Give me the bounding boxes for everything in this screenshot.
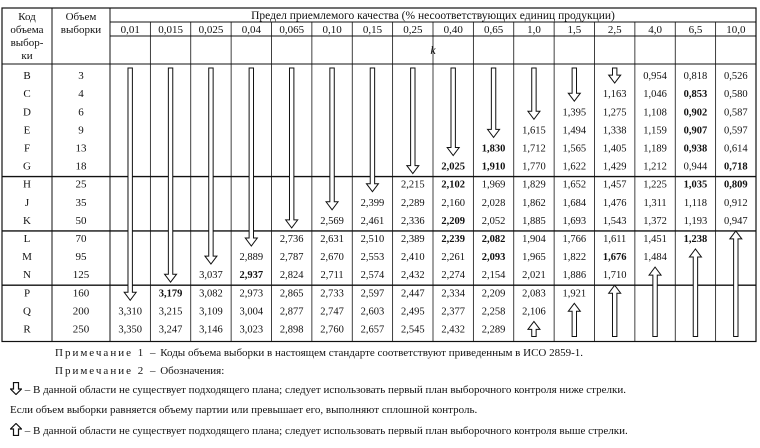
k-value: 2,603 bbox=[360, 306, 385, 318]
k-value: 1,484 bbox=[643, 252, 667, 264]
k-value: 0,614 bbox=[724, 143, 748, 155]
up-arrow bbox=[730, 231, 742, 337]
k-value: 1,684 bbox=[562, 197, 587, 209]
k-value: 2,973 bbox=[239, 288, 264, 300]
down-arrow bbox=[245, 68, 257, 246]
down-arrow bbox=[568, 68, 580, 101]
k-value: 1,338 bbox=[602, 125, 627, 137]
k-value: 1,770 bbox=[522, 161, 546, 173]
k-value: 2,510 bbox=[360, 233, 385, 245]
header-aql-title: Предел приемлемого качества (% несоответствующих единиц продукции) bbox=[251, 10, 615, 22]
up-arrow-icon bbox=[10, 423, 22, 436]
k-value: 2,028 bbox=[481, 197, 506, 209]
k-value: 2,631 bbox=[320, 233, 344, 245]
k-value: 2,021 bbox=[522, 270, 546, 282]
k-value: 2,889 bbox=[239, 252, 264, 264]
k-value: 1,622 bbox=[562, 161, 587, 173]
k-value: 1,108 bbox=[643, 107, 667, 119]
k-value: 2,432 bbox=[441, 324, 465, 336]
k-value: 2,824 bbox=[279, 270, 304, 282]
aql-level-label: 0,40 bbox=[443, 24, 463, 36]
k-value: 1,910 bbox=[481, 161, 506, 173]
sample-size-E: 9 bbox=[78, 124, 84, 137]
k-value: 3,023 bbox=[239, 324, 264, 336]
aql-level-label: 0,01 bbox=[120, 24, 140, 36]
k-value: 2,025 bbox=[441, 161, 465, 173]
up-arrow bbox=[689, 249, 701, 337]
sample-size-B: 3 bbox=[78, 70, 84, 83]
k-value: 2,569 bbox=[320, 215, 344, 227]
aql-level-label: 2,5 bbox=[607, 24, 622, 36]
sample-code-Q: Q bbox=[23, 305, 31, 318]
header-code-label: Код bbox=[18, 11, 36, 23]
k-value: 3,109 bbox=[199, 306, 223, 318]
k-value: 2,106 bbox=[522, 306, 546, 318]
down-arrow bbox=[366, 68, 378, 192]
k-value: 1,275 bbox=[602, 107, 627, 119]
down-arrow-icon bbox=[10, 382, 22, 395]
k-value: 2,657 bbox=[360, 324, 385, 336]
k-value: 2,052 bbox=[481, 215, 506, 227]
k-value: 1,395 bbox=[562, 107, 587, 119]
k-value: 3,179 bbox=[158, 288, 183, 300]
k-value: 2,215 bbox=[401, 179, 425, 191]
k-value: 0,587 bbox=[724, 107, 748, 119]
sample-rule-text: Если объем выборки равняется объему партии или превышает его, выполняют сплошной контроль. bbox=[10, 404, 478, 416]
k-value: 3,247 bbox=[158, 324, 183, 336]
aql-level-label: 4,0 bbox=[648, 24, 662, 36]
k-value: 2,747 bbox=[320, 306, 344, 318]
sample-code-E: E bbox=[23, 124, 31, 137]
k-value: 1,885 bbox=[522, 215, 546, 227]
header-code-label: объема bbox=[10, 24, 44, 36]
k-value: 1,311 bbox=[643, 197, 667, 209]
aql-level-label: 0,25 bbox=[403, 24, 423, 36]
sample-size-Q: 200 bbox=[72, 305, 90, 318]
k-value: 3,310 bbox=[118, 306, 142, 318]
sample-size-L: 70 bbox=[75, 232, 87, 245]
k-value: 1,046 bbox=[643, 89, 667, 101]
k-value: 0,526 bbox=[724, 71, 748, 83]
k-value: 1,676 bbox=[602, 252, 627, 264]
k-value: 1,611 bbox=[603, 233, 627, 245]
sample-size-G: 18 bbox=[75, 160, 87, 173]
k-value: 1,159 bbox=[643, 125, 667, 137]
k-value: 2,432 bbox=[401, 270, 425, 282]
k-value: 1,921 bbox=[562, 288, 587, 300]
k-value: 0,954 bbox=[643, 71, 667, 83]
aql-level-label: 0,10 bbox=[322, 24, 342, 36]
k-value: 1,212 bbox=[643, 161, 667, 173]
k-value: 1,193 bbox=[683, 215, 708, 227]
k-value: 3,004 bbox=[239, 306, 264, 318]
k-value: 2,399 bbox=[360, 197, 385, 209]
k-value: 2,377 bbox=[441, 306, 465, 318]
down-arrow bbox=[124, 68, 136, 300]
sample-size-J: 35 bbox=[75, 196, 87, 209]
legend-up-text: – В данной области не существует подходящего плана; следует использовать первый план выборочного контроля выше стрелки. bbox=[24, 425, 628, 437]
legend-up bbox=[10, 423, 760, 438]
k-value: 1,451 bbox=[643, 233, 667, 245]
k-value: 1,457 bbox=[602, 179, 627, 191]
down-arrow bbox=[447, 68, 459, 156]
down-arrow bbox=[286, 68, 298, 228]
sample-size-M: 95 bbox=[75, 251, 87, 264]
k-value: 2,733 bbox=[320, 288, 344, 300]
down-arrow bbox=[488, 68, 500, 137]
aql-level-label: 0,065 bbox=[279, 24, 305, 36]
k-value: 2,711 bbox=[320, 270, 344, 282]
down-arrow bbox=[528, 68, 540, 119]
k-value: 2,865 bbox=[279, 288, 304, 300]
k-value: 2,898 bbox=[279, 324, 304, 336]
k-value: 0,597 bbox=[724, 125, 748, 137]
k-value: 2,083 bbox=[522, 288, 546, 300]
up-arrow bbox=[568, 303, 580, 336]
k-value: 3,082 bbox=[199, 288, 223, 300]
sample-code-F: F bbox=[23, 142, 31, 155]
k-value: 2,334 bbox=[441, 288, 465, 300]
sample-code-R: R bbox=[23, 323, 31, 336]
sample-code-M: M bbox=[22, 251, 32, 264]
k-value: 1,405 bbox=[602, 143, 627, 155]
aql-level-label: 6,5 bbox=[688, 24, 703, 36]
k-value: 2,209 bbox=[481, 288, 506, 300]
k-value: 2,736 bbox=[279, 233, 304, 245]
k-value: 1,652 bbox=[562, 179, 587, 191]
k-value: 2,160 bbox=[441, 197, 465, 209]
k-value: 0,818 bbox=[683, 71, 708, 83]
note-1-prefix: Примечание 1 – bbox=[55, 347, 158, 359]
down-arrow bbox=[326, 68, 338, 210]
header-k-label: k bbox=[430, 43, 436, 57]
k-value: 3,146 bbox=[199, 324, 223, 336]
k-value: 2,447 bbox=[401, 288, 425, 300]
k-value: 2,760 bbox=[320, 324, 344, 336]
k-value: 2,937 bbox=[239, 270, 264, 282]
k-value: 1,766 bbox=[562, 233, 587, 245]
down-arrow bbox=[205, 68, 217, 264]
k-value: 2,597 bbox=[360, 288, 385, 300]
sample-size-C: 4 bbox=[78, 88, 84, 101]
k-value: 2,389 bbox=[401, 233, 425, 245]
k-value: 2,102 bbox=[441, 179, 465, 191]
aql-level-label: 1,5 bbox=[567, 24, 582, 36]
k-value: 1,035 bbox=[683, 179, 708, 191]
k-value: 3,215 bbox=[158, 306, 183, 318]
k-value: 1,163 bbox=[602, 89, 627, 101]
legend-down-text: – В данной области не существует подходящего плана; следует использовать первый план выборочного контроля ниже стрелки. bbox=[24, 384, 626, 396]
k-value: 1,830 bbox=[481, 143, 506, 155]
aql-level-label: 10,0 bbox=[726, 24, 746, 36]
header-code-label: ки bbox=[21, 50, 33, 62]
up-arrow bbox=[528, 321, 540, 336]
sample-code-K: K bbox=[23, 214, 31, 227]
aql-level-label: 0,65 bbox=[483, 24, 504, 36]
k-value: 2,261 bbox=[441, 252, 465, 264]
k-value: 2,239 bbox=[441, 233, 465, 245]
sample-code-L: L bbox=[23, 232, 31, 245]
k-value: 1,862 bbox=[522, 197, 546, 209]
k-value: 1,225 bbox=[643, 179, 667, 191]
down-arrow bbox=[407, 68, 419, 174]
k-value: 2,209 bbox=[441, 215, 465, 227]
k-value: 1,543 bbox=[602, 215, 627, 227]
k-value: 0,853 bbox=[683, 89, 708, 101]
k-value: 1,710 bbox=[602, 270, 627, 282]
k-value: 2,495 bbox=[401, 306, 425, 318]
k-value: 2,670 bbox=[320, 252, 344, 264]
k-value: 1,565 bbox=[562, 143, 587, 155]
k-value: 1,189 bbox=[643, 143, 667, 155]
sample-size-R: 250 bbox=[72, 323, 90, 336]
sample-code-J: J bbox=[24, 196, 30, 209]
note-1 bbox=[55, 346, 760, 360]
header-code-label: выбор- bbox=[10, 37, 44, 49]
legend-down bbox=[10, 382, 760, 397]
k-value: 2,545 bbox=[401, 324, 425, 336]
sample-code-G: G bbox=[23, 160, 31, 173]
k-value: 2,258 bbox=[481, 306, 506, 318]
k-value: 1,886 bbox=[562, 270, 587, 282]
k-value: 0,912 bbox=[724, 197, 748, 209]
k-value: 0,718 bbox=[724, 161, 748, 173]
note-2 bbox=[55, 364, 760, 378]
k-value: 3,037 bbox=[199, 270, 223, 282]
sample-size-P: 160 bbox=[72, 287, 90, 300]
aql-level-label: 0,15 bbox=[362, 24, 383, 36]
note-2-prefix: Примечание 2 – bbox=[55, 365, 158, 377]
header-size-label: Объем bbox=[65, 11, 97, 23]
sample-code-D: D bbox=[23, 106, 31, 119]
k-value: 3,350 bbox=[118, 324, 142, 336]
k-value: 1,969 bbox=[481, 179, 506, 191]
k-value: 2,461 bbox=[360, 215, 385, 227]
down-arrow bbox=[165, 68, 177, 282]
k-value: 2,289 bbox=[481, 324, 506, 336]
k-value: 1,712 bbox=[522, 143, 546, 155]
aql-level-label: 0,015 bbox=[158, 24, 183, 36]
k-value: 2,574 bbox=[360, 270, 385, 282]
k-value: 2,154 bbox=[481, 270, 506, 282]
sample-size-K: 50 bbox=[75, 214, 87, 227]
k-value: 1,372 bbox=[643, 215, 667, 227]
note-1-text: Коды объема выборки в настоящем стандарте соответствуют приведенным в ИСО 2859-1. bbox=[160, 347, 584, 359]
sample-code-C: C bbox=[23, 88, 31, 101]
header-size-label: выборки bbox=[60, 24, 102, 36]
k-value: 1,615 bbox=[522, 125, 546, 137]
k-value: 0,947 bbox=[724, 215, 748, 227]
k-value: 1,476 bbox=[602, 197, 627, 209]
note-2-text: Обозначения: bbox=[160, 365, 225, 377]
up-arrow bbox=[649, 267, 661, 336]
sample-size-N: 125 bbox=[72, 269, 90, 282]
k-value: 2,336 bbox=[401, 215, 425, 227]
k-value: 1,904 bbox=[522, 233, 546, 245]
up-arrow bbox=[609, 285, 621, 336]
sample-code-H: H bbox=[23, 178, 31, 191]
aql-level-label: 0,025 bbox=[198, 24, 224, 36]
k-value: 1,822 bbox=[562, 252, 587, 264]
k-value: 1,494 bbox=[562, 125, 587, 137]
k-value: 2,082 bbox=[481, 233, 506, 245]
sample-rule bbox=[10, 403, 760, 417]
k-value: 1,118 bbox=[683, 197, 708, 209]
k-value: 0,907 bbox=[683, 125, 708, 137]
k-value: 2,787 bbox=[279, 252, 304, 264]
sample-size-F: 13 bbox=[75, 142, 87, 155]
k-value: 0,580 bbox=[724, 89, 748, 101]
sample-code-N: N bbox=[23, 269, 31, 282]
k-value: 0,809 bbox=[724, 179, 748, 191]
aql-level-label: 0,04 bbox=[241, 24, 261, 36]
k-value: 2,274 bbox=[441, 270, 465, 282]
k-value: 2,289 bbox=[401, 197, 425, 209]
k-value: 2,877 bbox=[279, 306, 304, 318]
k-value: 0,944 bbox=[683, 161, 708, 173]
down-arrow bbox=[609, 68, 621, 83]
k-value: 1,238 bbox=[683, 233, 708, 245]
k-value: 1,965 bbox=[522, 252, 546, 264]
k-value: 1,829 bbox=[522, 179, 546, 191]
k-value: 2,410 bbox=[401, 252, 425, 264]
aql-level-label: 1,0 bbox=[527, 24, 541, 36]
sample-size-H: 25 bbox=[75, 178, 87, 191]
sample-code-B: B bbox=[23, 70, 31, 83]
k-value: 1,429 bbox=[602, 161, 627, 173]
k-value: 1,693 bbox=[562, 215, 587, 227]
sample-code-P: P bbox=[23, 287, 31, 300]
k-value: 2,093 bbox=[481, 252, 506, 264]
k-value: 2,553 bbox=[360, 252, 385, 264]
k-value: 0,938 bbox=[683, 143, 708, 155]
k-value: 0,902 bbox=[683, 107, 708, 119]
sample-size-D: 6 bbox=[78, 106, 84, 119]
